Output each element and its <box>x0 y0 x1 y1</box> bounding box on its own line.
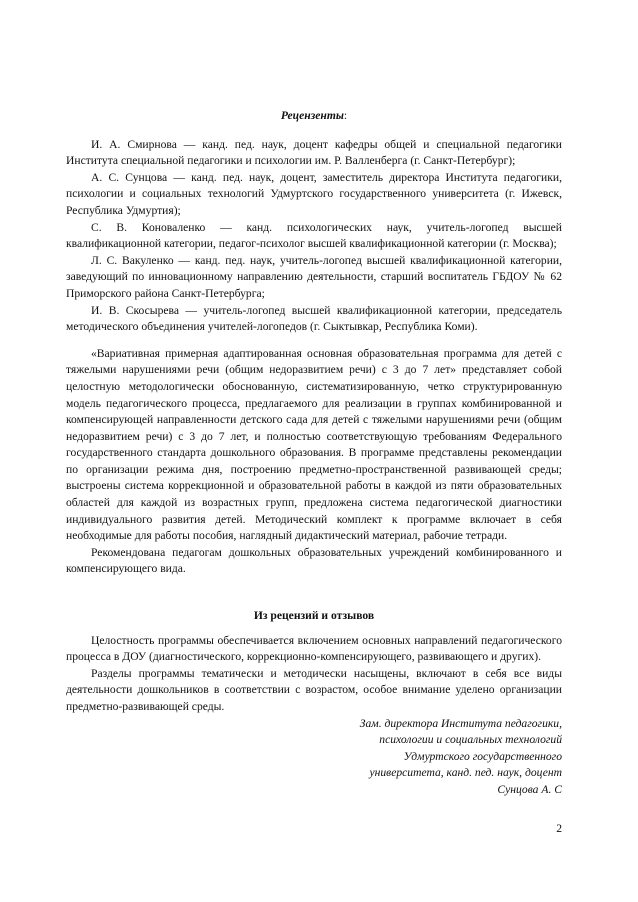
reviewer-item: С. В. Коноваленко — канд. психологических наук, учитель-логопед высшей квалификационной категории, педагог-психолог высшей квалификационной категории (г. Москва); <box>66 220 562 251</box>
reviewer-item: Л. С. Вакуленко — канд. пед. наук, учитель-логопед высшей квалификационной категории, заведующий по инновационному направлению деятельности, старший воспитатель ГБДОУ № 62 Приморского района Санкт-Петербурга; <box>66 253 562 300</box>
page-number: 2 <box>556 822 562 835</box>
signature-line: Удмуртского государственного <box>403 749 562 763</box>
reviewers-list <box>66 137 562 336</box>
reviews-heading: Из рецензий и отзывов <box>253 609 375 623</box>
signature-line: университета, канд. пед. наук, доцент <box>369 766 562 780</box>
annotation-paragraph: Рекомендована педагогам дошкольных образовательных учреждений комбинированного и компенсирующего вида. <box>66 545 562 576</box>
signature-line: психологии и социальных технологий <box>379 733 562 747</box>
reviewers-heading-colon: : <box>343 109 348 122</box>
annotation-paragraph: «Вариативная примерная адаптированная основная образовательная программа для детей с тяжелыми нарушениями речи (общим недоразвитием речи) с 3 до 7 лет» представляет собой целостную методологически обоснованную, систематизированную, четко структурированную модель педагогического процесса, предлагаемого для реализации в группах комбинированной и компенсирующей направленности детского сада для детей с тяжелыми нарушениями речи (общим недоразвитием речи) с 3 до 7 лет, и полностью соответствующую требованиям Федерального государственного стандарта дошкольного образования. В программе представлены рекомендации по организации режима дня, построению предметно-пространственной развивающей среды; выстроены система коррекционной и образовательной работы в каждой из пяти образовательных областей для каждой из возрастных групп, предложена система педагогической диагностики индивидуального развития детей. Методический комплект к программе включает в себя необходимые для работы пособия, наглядный дидактический материал, рабочие тетради. <box>66 346 562 543</box>
signature-line: Зам. директора Института педагогики, <box>359 716 562 730</box>
reviewers-heading <box>66 108 562 125</box>
review-signature <box>66 716 562 799</box>
annotation-block <box>66 346 562 578</box>
review-paragraph: Целостность программы обеспечивается включением основных направлений педагогического процесса в ДОУ (диагностического, коррекционно-компенсирующего, развивающего и других). <box>66 633 562 664</box>
reviewer-item: И. А. Смирнова — канд. пед. наук, доцент кафедры общей и специальной педагогики Института специальной педагогики и психологии им. Р. Валленберга (г. Санкт-Петербург); <box>66 137 562 168</box>
page-content <box>66 108 562 799</box>
reviewer-item: И. В. Скосырева — учитель-логопед высшей квалификационной категории, председатель методического объединения учителей-логопедов (г. Сыктывкар, Республика Коми). <box>66 303 562 334</box>
review-paragraph: Разделы программы тематически и методически насыщены, включают в себя все виды деятельности дошкольников в соответствии с возрастом, особое внимание уделено организации предметно-развивающей среды. <box>66 666 562 713</box>
reviewer-item: А. С. Сунцова — канд. пед. наук, доцент, заместитель директора Института педагогики, психологии и социальных технологий Удмуртского государственного университета (г. Ижевск, Республика Удмуртия); <box>66 170 562 217</box>
reviews-block <box>66 633 562 716</box>
signature-line: Сунцова А. С <box>497 782 562 796</box>
reviewers-heading-text: Рецензенты <box>280 109 344 122</box>
